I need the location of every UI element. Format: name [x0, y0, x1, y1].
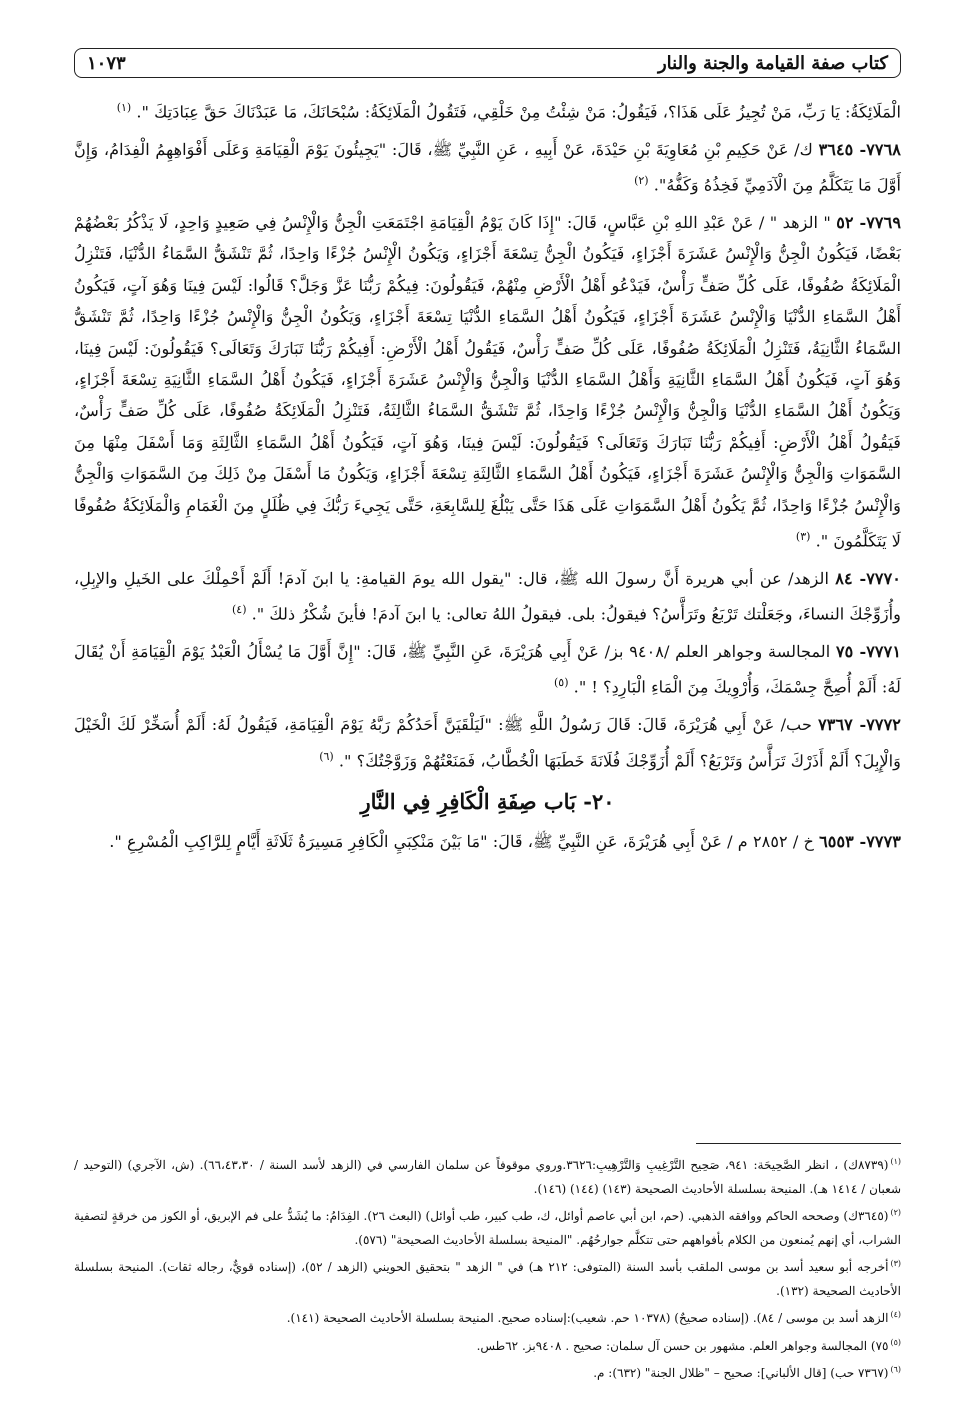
- main-text: [74, 92, 901, 863]
- hadith-text: ك/ عَنْ حَكِيمِ بْنِ مُعَاوِيَةَ بْنِ حَيْدَةَ، عَنْ أَبِيهِ ، عَنِ النَّبِيِّ ﷺ، قَالَ: "يَجِيئُونَ يَوْمَ الْقِيَامَةِ وَعَلَى أَفْوَاهِهِمُ الْفِدَامُ، وَإِنَّ أَوَّلَ مَا يَتَكَلَّمُ مِنَ الْآدَمِيِّ فَخِذُهُ وَكَفُّهُ".: [74, 139, 901, 195]
- footnote: [74, 1150, 901, 1201]
- hadith-7772: [74, 709, 901, 776]
- footnote-text: (٧٣٦٧ حب) [قال الألباني]: صحيح – "ظلال الجنة" (٦٣٢): م.: [593, 1366, 889, 1380]
- hadith-7768: [74, 134, 901, 201]
- footnote-divider: [696, 1143, 901, 1144]
- hadith-text: خ / ٢٨٥٢ م / عَنْ أَبِي هُرَيْرَةَ، عَنِ النَّبِيِّ ﷺ، قَالَ: "مَا بَيْنَ مَنْكِبَيِ الْكَافِرِ مَسِيرَةُ ثَلَاثَةِ أَيَّامٍ لِلرَّاكِبِ الْمُسْرِعِ ".: [109, 831, 820, 851]
- hadith-number: ٧٧٦٨- ٣٦٤٥: [818, 139, 901, 159]
- footnote-mark: (٤): [890, 1310, 901, 1319]
- footnote: [74, 1331, 901, 1359]
- footnotes: [74, 1150, 901, 1386]
- footnote-mark: (٣): [890, 1259, 902, 1268]
- hadith-number: ٧٧٧٢- ٧٣٦٧: [818, 715, 901, 735]
- footnote-ref: (٤): [231, 603, 247, 617]
- hadith-text: حب/ عَنْ أَبِي هُرَيْرَةَ، قَالَ: قَالَ رَسُولُ اللَّهِ ﷺ: "لَيَلْقَيَنَّ أَحَدُكُمْ رَبَّهُ يَوْمَ الْقِيَامَةِ، فَيَقُولُ لَهُ: أَلَمْ أُسَخِّرْ لَكَ الْخَيْلَ وَالْإِبِلَ؟ أَلَمْ أَذَرْكَ تَرَأَّسُ وَتَرْبَعُ؟ أَلَمْ أُزَوِّجْكَ فُلَانَةَ خَطَبَهَا الْخُطَّابُ، فَمَنَعْتُهُمْ وَزَوَّجْتُكَ؟ ".: [74, 715, 901, 771]
- paragraph-text: الْمَلَائِكَةُ: يَا رَبِّ، مَنْ تُجِيزُ عَلَى هَذَا؟، فَيَقُولُ: مَنْ شِئْتُ مِنْ خَلْقِي، فَتَقُولُ الْمَلَائِكَةُ: سُبْحَانَكَ، مَا عَبَدْنَاكَ حَقَّ عِبَادَتِكَ ".: [136, 102, 901, 122]
- page-number: ١٠٧٣: [87, 52, 126, 74]
- hadith-7773: [74, 826, 901, 857]
- footnote-text: ٧٥) المجالسة وجواهر العلم. مشهور بن حسن آل سلمان: صحيح . ٩٤٠٨بز. ٦٢طس.: [476, 1338, 889, 1353]
- footnote: [74, 1303, 901, 1331]
- footnote-mark: (٢): [890, 1208, 901, 1217]
- footnote: [74, 1201, 901, 1252]
- hadith-number: ٧٧٧٣- ٦٥٥٣: [819, 831, 901, 851]
- hadith-number: ٧٧٧٠- ٨٤: [835, 568, 901, 588]
- footnote-text: (٨٧٣٩ك) ، انظر الصَّحِيحَة: ٩٤١، صَحِيح التَّرْغِيبِ وَالتَّرْهِيبِ:٣٦٢٦.وروي موقوفاً عن سلمان الفارسي في (الزهد لأسد السنة / ٦٦،٤٣،٣٠). (ش، الآجري) (التوحيد / شعبان / ١٤١٤ هـ). المنيحة بسلسلة الأحاديث الصحيحة (١٤٣) (١٤٤) (١٤٦).: [74, 1158, 901, 1196]
- hadith-7770: [74, 563, 901, 630]
- footnote-mark: (٥): [890, 1337, 901, 1347]
- footnote-text: أخرجه أبو سعيد أسد بن موسى الملقب بأسد السنة (المتوفى: ٢١٢ هـ) في " الزهد " بتحقيق الحويني (الزهد / ٥٢)، (إسناده قويٌّ، رجاله ثقات). المنيحة بسلسلة الأحاديث الصحيحة (١٣٢).: [74, 1260, 901, 1298]
- footnote-ref: (٣): [795, 530, 811, 544]
- footnote-ref: (٥): [554, 676, 569, 690]
- footnote-mark: (٦): [890, 1365, 901, 1374]
- footnote-text: الزهد أسد بن موسى / ٨٤). (إسناده صحيحٌ) (١٠٣٧٨ حم. شعيب):إسناده صحيح. المنيحة بسلسلة الأحاديث الصحيحة (١٤١).: [286, 1311, 889, 1325]
- footnote-ref: (٢): [634, 174, 649, 188]
- book-title: كتاب صفة القيامة والجنة والنار: [657, 52, 888, 74]
- hadith-text: " الزهد " / عَنْ عَبْدِ اللهِ بْنِ عَبَّاسٍ، قَالَ: "إِذَا كَانَ يَوْمُ الْقِيَامَةِ اجْتَمَعَتِ الْجِنُّ وَالْإِنْسُ فِي صَعِيدٍ وَاحِدٍ، لَا يَذْكُرُ بَعْضُهُمْ بَعْضًا، فَيَكُونُ الْجِنُّ وَالْإِنْسُ عَشَرَةَ أَجْزَاءٍ، فَيَكُونُ الْجِنُّ تِسْعَةَ أَجْزَاءٍ، وَيَكُونُ الْإِنْسُ جُزْءًا وَاحِدًا، ثُمَّ تَنْشَقُّ السَّمَاءُ الدُّنْيَا، فَتَنْزِلُ الْمَلَائِكَةُ صُفُوفًا، عَلَى كُلِّ صَفٍّ رَأْسٌ، فَيَدْعُو أَهْلُ الْأَرْضِ مِنْهُمْ، فَيَقُولُونَ: فِيكُمْ رَبُّنَا عَزَّ وَجَلَّ؟ قَالُوا: لَيْسَ فِينَا وَهُوَ آتٍ، فَيَكُونُ أَهْلُ السَّمَاءِ الدُّنْيَا وَالْإِنْسُ عَشَرَةَ أَجْزَاءٍ، فَيَكُونُ أَهْلُ السَّمَاءِ الدُّنْيَا تِسْعَةَ أَجْزَاءٍ، وَيَكُونُ الْجِنُّ وَالْإِنْسُ جُزْءًا وَاحِدًا، ثُمَّ تَنْشَقُّ السَّمَاءُ الثَّانِيَةُ، فَتَنْزِلُ الْمَلَائِكَةُ صُفُوفًا، عَلَى كُلِّ صَفٍّ رَأْسٌ، فَيَقُولُ أَهْلُ الْأَرْضِ: أَفِيكُمْ رَبُّنَا تَبَارَكَ وَتَعَالَى؟ فَيَقُولُونَ: لَيْسَ فِينَا، وَهُوَ آتٍ، فَيَكُونُ أَهْلُ السَّمَاءِ الثَّانِيَةِ وَأَهْلُ السَّمَاءِ الدُّنْيَا وَالْجِنُّ وَالْإِنْسُ عَشَرَةَ أَجْزَاءٍ، فَيَكُونُ أَهْلُ السَّمَاءِ الثَّانِيَةِ تِسْعَةَ أَجْزَاءٍ، وَيَكُونُ أَهْلُ السَّمَاءِ الدُّنْيَا وَالْجِنُّ وَالْإِنْسُ جُزْءًا وَاحِدًا، ثُمَّ تَنْشَقُّ السَّمَاءُ الثَّالِثَةُ، فَتَنْزِلُ الْمَلَائِكَةُ صُفُوفًا، عَلَى كُلِّ صَفٍّ رَأْسٌ، فَيَقُولُ أَهْلُ الْأَرْضِ: أَفِيكُمْ رَبُّنَا تَبَارَكَ وَتَعَالَى؟ فَيَقُولُونَ: لَيْسَ فِينَا، وَهُوَ آتٍ، فَيَكُونُ أَهْلُ السَّمَاءِ الثَّالِثَةِ وَمَا أَسْفَلَ مِنْهَا مِنَ السَّمَوَاتِ وَالْجِنُّ وَالْإِنْسُ عَشَرَةَ أَجْزَاءٍ، فَيَكُونُ أَهْلُ السَّمَاءِ الثَّالِثَةِ تِسْعَةَ أَجْزَاءٍ، وَيَكُونُ مَا أَسْفَلَ مِنْ ذَلِكَ مِنَ السَّمَوَاتِ وَالْجِنُّ وَالْإِنْسُ جُزْءًا وَاحِدًا، ثُمَّ يَكُونُ أَهْلُ السَّمَوَاتِ عَلَى هَذَا حَتَّى يَبْلُغَ لِلسَّابِعَةِ، حَتَّى يَجِيءَ رَبُّكَ فِي ظُلَلٍ مِنَ الْغَمَامِ وَالْمَلَائِكَةُ صُفُوفًا لَا يَتَكَلَّمُونَ ".: [74, 213, 901, 551]
- footnote-ref: (٦): [319, 749, 334, 763]
- hadith-number: ٧٧٦٩- ٥٢: [836, 213, 902, 232]
- footnote-mark: (١): [890, 1157, 901, 1166]
- running-header: [74, 48, 901, 78]
- footnote: [74, 1358, 901, 1386]
- footnote-text: (٣٦٤٥ك) وصححه الحاكم ووافقه الذهبي. (حم، ابن أبي عاصم أوائل، ك، طب كبير، طب أوائل) (البعث ٢٦). الفِدَامُ: ما يُشَدُّ على فم الإبريق، أو الكوز من خرقةٍ لتصفية الشراب، أي إنهم يُمنعون من الكلام بأفواههم حتى تتكلَّم جوارحُهُم. "المنيحة بسلسلة الأحاديث الصحيحة" (٥٧٦).: [74, 1209, 901, 1247]
- hadith-number: ٧٧٧١- ٧٥: [835, 642, 902, 662]
- footnote: [74, 1252, 901, 1303]
- hadith-7769: [74, 207, 901, 557]
- hadith-7771: [74, 636, 901, 703]
- chapter-heading: ٢٠- بَاب صِفَةِ الْكَافِرِ فِي النَّارِ: [360, 789, 615, 815]
- paragraph-continuation: [74, 92, 901, 128]
- footnote-ref: (١): [116, 101, 132, 114]
- hadith-text: المجالسة وجواهر العلم /٩٤٠٨ بز/ عَنْ أَبِي هُرَيْرَةَ، عَنِ النَّبِيِّ ﷺ، قَالَ: "إِنَّ أَوَّلَ مَا يُسْأَلُ الْعَبْدُ يَوْمَ الْقِيَامَةِ أَنْ يُقَالَ لَهُ: أَلَمْ أُصِحَّ جِسْمَكَ، وَأُرْوِيكَ مِنَ الْمَاءِ الْبَارِدِ؟ ! ".: [74, 642, 901, 697]
- hadith-text: الزهد/ عن أبي هريرة أَنَّ رسولَ الله ﷺ، قال: "يقول الله يومَ القيامةِ: يا ابنَ آدمَ! أَلَمْ أَحْمِلْكَ على الخَيلِ والإبِلِ، وأُزَوِّجْكَ النساءَ، وجَعَلْتك تَرْبَعُ وتَرَأَّسُ؟ فيقولُ: بلى. فيقولُ اللهُ تعالى: يا ابنَ آدمَ! فأينَ شُكْرُ ذلكَ ".: [74, 568, 901, 624]
